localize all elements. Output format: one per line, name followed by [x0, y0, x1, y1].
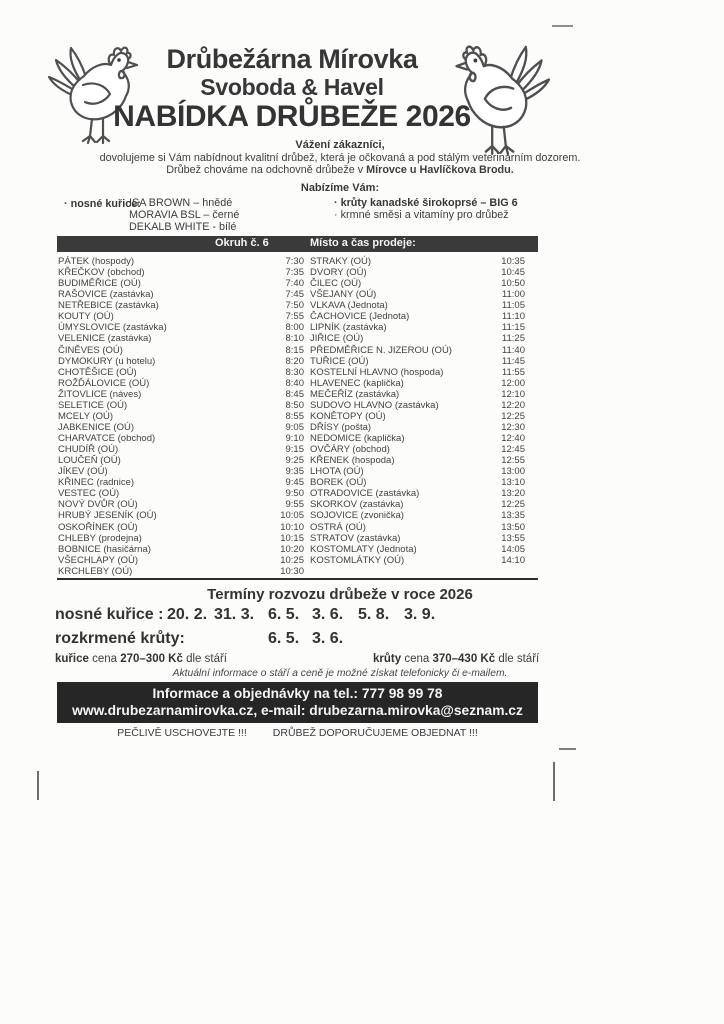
price-turkeys-name: krůty — [373, 653, 402, 665]
table-row — [310, 400, 525, 411]
sale-place: CHUDÍŘ (OÚ) — [58, 444, 119, 456]
price-note: Aktuální informace o stáří a ceně je možné získat telefonicky či e-mailem. — [172, 668, 508, 679]
price-chickens-name: kuřice — [55, 653, 89, 665]
table-row — [310, 378, 525, 389]
sale-time: 10:25 — [280, 554, 304, 566]
sale-time: 14:05 — [501, 543, 525, 555]
sale-time: 9:05 — [285, 421, 304, 433]
sale-place: BUDIMĚŘICE (OÚ) — [58, 278, 141, 290]
sale-place: NETŘEBICE (zastávka) — [58, 300, 159, 312]
table-row — [58, 378, 304, 389]
sale-place: LOUČEŇ (OÚ) — [58, 455, 121, 467]
sale-place: LHOTA (OÚ) — [310, 466, 364, 478]
sale-place: RAŠOVICE (zastávka) — [58, 289, 154, 301]
delivery-date: 31. 3. — [214, 606, 255, 623]
sale-time: 11:55 — [501, 366, 525, 378]
table-row — [58, 345, 304, 356]
contact-banner — [57, 682, 538, 723]
table-row — [310, 544, 525, 555]
footer-notes — [57, 727, 538, 739]
sale-place: VŠECHLAPY (OÚ) — [58, 554, 139, 566]
price-chickens-tail: dle stáří — [182, 653, 227, 665]
table-row — [58, 433, 304, 444]
delivery-date: 6. 5. — [268, 630, 300, 647]
sale-place: MEČEŘÍZ (zastávka) — [310, 388, 400, 400]
sale-place: KŘEČKOV (obchod) — [58, 267, 145, 279]
table-row — [310, 345, 525, 356]
intro-line-1: dovolujeme si Vám nabídnout kvalitní drůbež, která je očkovaná a pod stálým veterinárním dozorem. — [99, 152, 581, 164]
terms-row2-dates — [0, 630, 724, 650]
sale-place: HRUBÝ JESENÍK (OÚ) — [58, 510, 157, 522]
table-row — [310, 499, 525, 510]
sale-place: OSTRÁ (OÚ) — [310, 521, 366, 533]
sale-place: OTRADOVICE (zastávka) — [310, 488, 420, 500]
table-row — [310, 455, 525, 466]
table-header-place-time: Místo a čas prodeje: — [310, 237, 416, 249]
sale-time: 7:50 — [285, 300, 304, 312]
sale-place: KONĚTOPY (OÚ) — [310, 410, 386, 422]
sale-time: 12:00 — [501, 377, 525, 389]
sale-place: ČACHOVICE (Jednota) — [310, 311, 410, 323]
intro-line-2-bold: Mírovce u Havlíčkova Brodu. — [366, 164, 514, 176]
sale-time: 10:45 — [501, 267, 525, 279]
sale-place: KOSTOMLÁTKY (OÚ) — [310, 554, 405, 566]
price-turkeys-mid: cena — [401, 653, 433, 665]
price-turkeys-tail: dle stáří — [495, 653, 540, 665]
sale-time: 8:55 — [285, 410, 304, 422]
sale-time: 7:45 — [285, 289, 304, 301]
sale-time: 7:30 — [285, 256, 304, 267]
sale-place: VŠEJANY (OÚ) — [310, 289, 377, 301]
horizontal-rule — [57, 578, 538, 580]
price-chickens-mid: cena — [88, 653, 121, 665]
sale-time: 10:30 — [280, 565, 304, 577]
delivery-date: 20. 2. — [167, 606, 208, 623]
sale-time: 8:20 — [285, 355, 304, 367]
table-row — [58, 356, 304, 367]
sale-time: 9:50 — [285, 488, 304, 500]
contact-phone-line: Informace a objednávky na tel.: 777 98 99 78 — [152, 686, 443, 701]
offer-right-items — [334, 198, 518, 222]
sale-place: ČILEC (OÚ) — [310, 278, 362, 290]
table-row — [310, 322, 525, 333]
sale-time: 12:45 — [501, 444, 525, 456]
sale-place: DŘÍSY (pošta) — [310, 421, 372, 433]
sale-place: CHARVATCE (obchod) — [58, 433, 156, 444]
sale-time: 10:20 — [280, 543, 304, 555]
sale-place: NOVÝ DVŮR (OÚ) — [58, 499, 138, 511]
table-row — [310, 510, 525, 521]
sale-place: VELENICE (zastávka) — [58, 333, 152, 345]
company-title: Drůbežárna Mírovka — [166, 44, 418, 74]
table-row — [58, 389, 304, 400]
sale-time: 11:45 — [501, 355, 525, 367]
table-row — [58, 444, 304, 455]
breed-item: ISA BROWN – hnědé — [129, 197, 233, 209]
contact-web-email-line: www.drubezarnamirovka.cz, e-mail: drubezarna.mirovka@seznam.cz — [72, 703, 523, 718]
table-row — [58, 289, 304, 300]
sale-place: JABKENICE (OÚ) — [58, 421, 135, 433]
sale-place: SUDOVO HLAVNO (zastávka) — [310, 399, 439, 411]
price-turkeys-value: 370–430 Kč — [432, 653, 496, 665]
sale-place: MCELY (OÚ) — [58, 410, 114, 422]
table-row — [310, 444, 525, 455]
schedule-column-left — [58, 256, 304, 577]
sale-place: KOUTY (OÚ) — [58, 311, 114, 323]
sale-time: 12:30 — [501, 421, 525, 433]
sale-time: 9:35 — [285, 466, 304, 478]
sale-time: 12:20 — [501, 399, 525, 411]
table-row — [310, 289, 525, 300]
sale-time: 11:05 — [501, 300, 525, 312]
sale-time: 8:00 — [285, 322, 304, 334]
sale-time: 13:35 — [501, 510, 525, 522]
terms-row1-dates — [0, 606, 724, 626]
schedule-column-right — [310, 256, 525, 566]
sale-place: BOREK (OÚ) — [310, 477, 367, 489]
sale-time: 9:55 — [285, 499, 304, 511]
table-row — [58, 300, 304, 311]
table-row — [310, 389, 525, 400]
table-row — [310, 533, 525, 544]
owners-title: Svoboda & Havel — [200, 74, 384, 100]
sale-place: SKORKOV (zastávka) — [310, 499, 404, 511]
sale-time: 8:30 — [285, 366, 304, 378]
intro-line-2 — [60, 164, 620, 176]
sale-place: ŽITOVLICE (náves) — [58, 388, 142, 400]
table-row — [58, 522, 304, 533]
table-row — [58, 411, 304, 422]
delivery-date: 3. 9. — [404, 606, 436, 623]
sale-time: 9:25 — [285, 455, 304, 467]
footer-keep-note: PEČLIVĚ USCHOVEJTE !!! — [117, 727, 247, 739]
sale-place: ÚMYSLOVICE (zastávka) — [58, 322, 167, 334]
table-row — [310, 466, 525, 477]
sale-place: NEDOMICE (kaplička) — [310, 433, 405, 444]
table-row — [58, 367, 304, 378]
sale-time: 12:25 — [501, 499, 525, 511]
sale-time: 14:10 — [501, 554, 525, 566]
sale-time: 13:55 — [501, 532, 525, 544]
sale-time: 12:25 — [501, 410, 525, 422]
breed-item: DEKALB WHITE - bílé — [129, 220, 237, 233]
sale-time: 11:25 — [501, 333, 525, 345]
sale-place: KŘENEK (hospoda) — [310, 455, 395, 467]
sale-time: 7:40 — [285, 278, 304, 290]
sale-time: 8:10 — [285, 333, 304, 345]
table-row — [58, 256, 304, 267]
price-chickens-value: 270–300 Kč — [120, 653, 183, 665]
sale-place: SOJOVICE (zvonička) — [310, 510, 404, 522]
scan-artifact-dash-top — [552, 25, 573, 27]
table-row — [58, 566, 304, 577]
sale-time: 12:10 — [501, 388, 525, 400]
table-row — [310, 267, 525, 278]
sale-time: 12:40 — [501, 433, 525, 444]
sale-time: 8:40 — [285, 377, 304, 389]
table-row — [310, 477, 525, 488]
sale-place: TUŘICE (OÚ) — [310, 355, 369, 367]
table-row — [58, 267, 304, 278]
table-row — [58, 311, 304, 322]
table-row — [310, 333, 525, 344]
sale-place: JIŘICE (OÚ) — [310, 333, 364, 345]
sale-time: 10:35 — [501, 256, 525, 267]
price-turkeys — [373, 653, 539, 665]
table-row — [58, 278, 304, 289]
delivery-date: 3. 6. — [312, 630, 344, 647]
offer-right-item-1: · krůty kanadské širokoprsé – BIG 6 — [334, 197, 518, 209]
table-row — [58, 477, 304, 488]
sale-place: VLKAVA (Jednota) — [310, 300, 388, 312]
table-row — [58, 533, 304, 544]
table-row — [310, 300, 525, 311]
table-row — [310, 488, 525, 499]
sale-time: 12:55 — [501, 455, 525, 467]
sale-place: STRAKY (OÚ) — [310, 256, 372, 267]
offer-heading: Nabízíme Vám: — [300, 182, 380, 194]
table-row — [310, 367, 525, 378]
table-row — [310, 522, 525, 533]
sale-time: 7:55 — [285, 311, 304, 323]
table-row — [58, 333, 304, 344]
sale-time: 10:15 — [280, 532, 304, 544]
footer-order-note: DRŮBEŽ DOPORUČUJEME OBJEDNAT !!! — [272, 727, 478, 739]
sale-place: LIPNÍK (zastávka) — [310, 322, 387, 334]
terms-title: Termíny rozvozu drůbeže v roce 2026 — [207, 586, 473, 603]
sale-place: OVČÁRY (obchod) — [310, 444, 390, 456]
sale-time: 8:50 — [285, 399, 304, 411]
salutation: Vážení zákazníci, — [295, 139, 385, 151]
sale-place: KOSTELNÍ HLAVNO (hospoda) — [310, 366, 444, 378]
offer-title: NABÍDKA DRŮBEŽE 2026 — [113, 100, 471, 133]
sale-time: 10:50 — [501, 278, 525, 290]
sale-place: STRATOV (zastávka) — [310, 532, 401, 544]
sale-time: 8:15 — [285, 344, 304, 356]
sale-place: DYMOKURY (u hotelu) — [58, 355, 156, 367]
table-row — [58, 400, 304, 411]
sale-place: PŘEDMĚŘICE N. JIZEROU (OÚ) — [310, 344, 452, 356]
offer-left-items — [129, 198, 239, 234]
table-row — [58, 455, 304, 466]
table-row — [310, 311, 525, 322]
sale-place: DVORY (OÚ) — [310, 267, 367, 279]
sale-time: 11:15 — [501, 322, 525, 334]
sale-place: VESTEC (OÚ) — [58, 488, 120, 500]
sale-time: 7:35 — [285, 267, 304, 279]
delivery-date: 6. 5. — [268, 606, 300, 623]
terms-row2-label: rozkrmené krůty: — [55, 630, 185, 647]
sale-time: 13:00 — [501, 466, 525, 478]
table-row — [58, 499, 304, 510]
sale-place: ČINĚVES (OÚ) — [58, 344, 123, 356]
table-row — [310, 433, 525, 444]
table-header-band — [57, 236, 538, 252]
table-row — [58, 488, 304, 499]
sale-place: PÁTEK (hospody) — [58, 256, 135, 267]
sale-place: KŘINEC (radnice) — [58, 477, 135, 489]
sale-place: BOBNICE (hasičárna) — [58, 543, 151, 555]
table-row — [310, 555, 525, 566]
sale-time: 9:45 — [285, 477, 304, 489]
table-row — [58, 422, 304, 433]
table-row — [310, 356, 525, 367]
intro-line-2-text: Drůbež chováme na odchovně drůbeže v — [166, 164, 367, 176]
delivery-date: 5. 8. — [358, 606, 390, 623]
offer-left-label: · nosné kuřice: — [64, 198, 141, 210]
table-row — [310, 422, 525, 433]
sale-time: 13:50 — [501, 521, 525, 533]
sale-time: 11:10 — [501, 311, 525, 323]
terms-row1-label: nosné kuřice : — [55, 606, 164, 623]
sale-place: OSKOŘÍNEK (OÚ) — [58, 521, 138, 533]
sale-place: KRCHLEBY (OÚ) — [58, 565, 133, 577]
sale-time: 11:40 — [501, 344, 525, 356]
sale-time: 9:10 — [285, 433, 304, 444]
scan-artifact-dash-bottom — [559, 748, 576, 750]
sale-time: 10:05 — [280, 510, 304, 522]
breed-item: MORAVIA BSL – černé — [129, 208, 240, 221]
sale-place: HLAVENEC (kaplička) — [310, 377, 404, 389]
table-row — [58, 322, 304, 333]
table-row — [58, 466, 304, 477]
sale-place: KOSTOMLATY (Jednota) — [310, 543, 417, 555]
sale-place: CHLEBY (prodejna) — [58, 532, 142, 544]
scan-artifact-line-left — [37, 771, 39, 800]
sale-time: 13:20 — [501, 488, 525, 500]
sale-time: 11:00 — [501, 289, 525, 301]
price-chickens — [55, 653, 227, 665]
table-row — [58, 544, 304, 555]
table-row — [310, 278, 525, 289]
sale-place: CHOTĚŠICE (OÚ) — [58, 366, 137, 378]
sale-time: 13:10 — [501, 477, 525, 489]
sale-time: 9:15 — [285, 444, 304, 456]
sale-time: 8:45 — [285, 388, 304, 400]
table-row — [58, 555, 304, 566]
table-row — [310, 411, 525, 422]
sale-place: ROŽĎÁLOVICE (OÚ) — [58, 377, 150, 389]
delivery-date: 3. 6. — [312, 606, 344, 623]
table-header-route: Okruh č. 6 — [215, 237, 269, 249]
sale-time: 10:10 — [280, 521, 304, 533]
sale-place: SELETICE (OÚ) — [58, 399, 128, 411]
sale-place: JÍKEV (OÚ) — [58, 466, 108, 478]
offer-right-item-2: · krmné směsi a vitamíny pro drůbež — [334, 208, 509, 221]
table-row — [58, 510, 304, 521]
table-row — [310, 256, 525, 267]
scan-artifact-line-right — [553, 762, 555, 801]
